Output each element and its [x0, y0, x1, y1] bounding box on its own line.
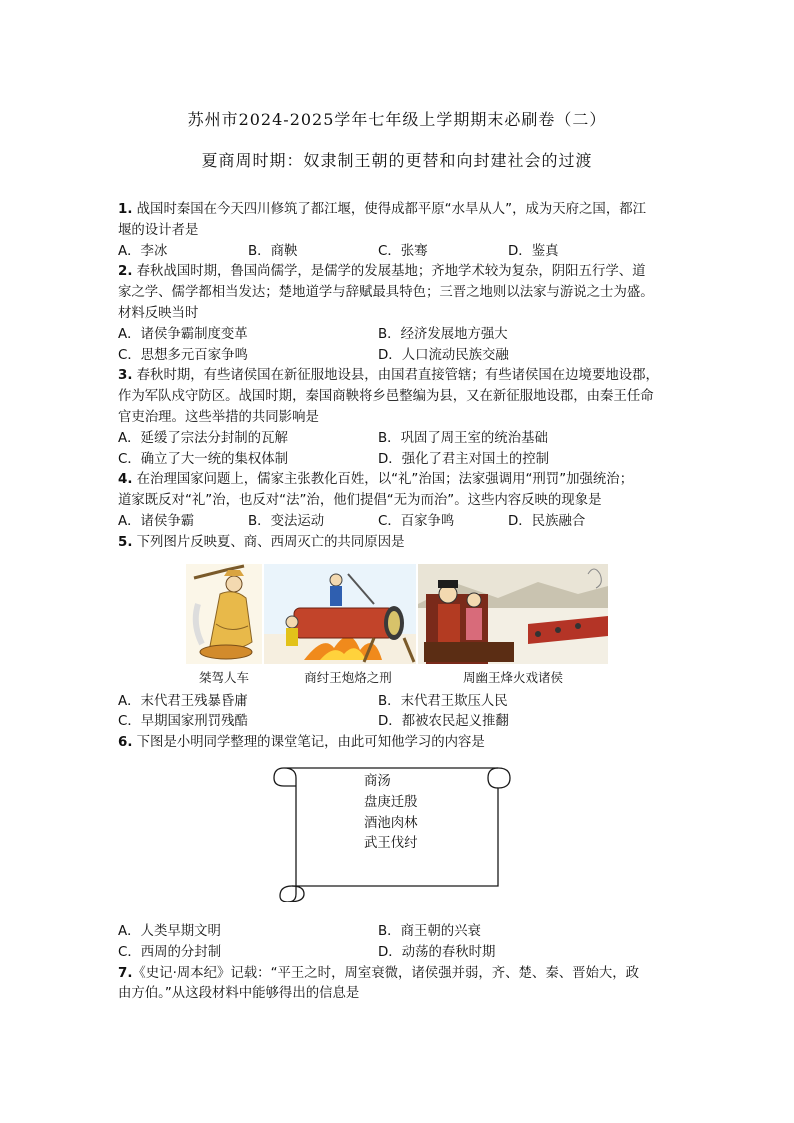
page-title: 苏州市2024-2025学年七年级上学期期末必刷卷（二）: [187, 110, 607, 129]
option-b[interactable]: B．末代君王欺压人民: [378, 693, 508, 709]
option-d[interactable]: D．人口流动民族交融: [378, 347, 509, 363]
page-subtitle: 夏商周时期：奴隶制王朝的更替和向封建社会的过渡: [201, 151, 593, 170]
option-d[interactable]: D．鉴真: [508, 243, 559, 259]
options: [118, 429, 678, 450]
option-a[interactable]: A．诸侯争霸: [118, 513, 195, 529]
history-illustrations: [118, 554, 678, 692]
question-2: [118, 262, 678, 366]
question-number: 6.: [118, 735, 133, 751]
scroll-item: 武王伐纣: [364, 836, 418, 852]
caption-zhou: 商纣王炮烙之刑: [304, 669, 392, 685]
notes-scroll: [118, 754, 678, 922]
option-a[interactable]: A．末代君王残暴昏庸: [118, 693, 248, 709]
question-number: 1.: [118, 202, 133, 217]
option-b[interactable]: B．经济发展地方强大: [378, 326, 508, 342]
question-number: 4.: [118, 472, 133, 488]
options: [118, 512, 678, 533]
option-c[interactable]: C．西周的分封制: [118, 944, 222, 960]
option-a[interactable]: A．人类早期文明: [118, 923, 221, 939]
options: [118, 943, 678, 964]
jie-cart-illustration: [186, 564, 262, 664]
question-text: 下图是小明同学整理的课堂笔记，由此可知他学习的内容是: [136, 735, 485, 751]
question-text: 战国时秦国在今天四川修筑了都江堰，使得成都平原“水旱从人”，成为天府之国，都江: [136, 202, 646, 217]
option-d[interactable]: D．都被农民起义推翻: [378, 714, 509, 730]
questions: [118, 200, 678, 1005]
scroll-item: 商汤: [364, 773, 391, 789]
options: [118, 346, 678, 367]
option-d[interactable]: D．动荡的春秋时期: [378, 944, 496, 960]
scroll-item: 盘庚迁殷: [364, 794, 418, 810]
option-b[interactable]: B．商王朝的兴衰: [378, 923, 481, 939]
option-a[interactable]: A．诸侯争霸制度变革: [118, 326, 248, 342]
option-d[interactable]: D．民族融合: [508, 513, 586, 529]
scroll-items: [364, 772, 418, 855]
question-4: [118, 470, 678, 532]
option-b[interactable]: B．商鞅: [248, 243, 298, 259]
question-text: 材料反映当时: [118, 305, 199, 321]
question-number: 7.: [118, 965, 133, 981]
question-text: 在治理国家问题上，儒家主张教化百姓，以“礼”治国；法家强调用“刑罚”加强统治；: [136, 472, 634, 488]
caption-jie: 桀驾人车: [198, 669, 249, 685]
options: [118, 325, 678, 346]
options: [118, 922, 678, 943]
options: [118, 450, 678, 471]
caption-you: 周幽王烽火戏诸侯: [462, 669, 563, 685]
question-number: 2.: [118, 264, 133, 280]
question-text: 家之学、儒学都相当发达；楚地道学与辞赋最具特色；三晋之地则以法家与游说之士为盛。: [118, 285, 654, 301]
scroll-item: 酒池肉林: [364, 815, 418, 831]
option-a[interactable]: A．延缓了宗法分封制的瓦解: [118, 430, 288, 446]
question-text: 官吏治理。这些举措的共同影响是: [118, 409, 319, 425]
question-number: 3.: [118, 368, 133, 384]
question-text: 作为军队戍守防区。战国时期，秦国商鞅将乡邑整编为县，又在新征服地设郡，由秦王任命: [118, 389, 654, 405]
option-b[interactable]: B．巩固了周王室的统治基础: [378, 430, 548, 446]
option-a[interactable]: A．李冰: [118, 243, 168, 259]
question-text: 《史记·周本纪》记载：“平王之时，周室衰微，诸侯强并弱，齐、楚、秦、晋始大，政: [132, 965, 640, 981]
option-c[interactable]: C．张骞: [378, 243, 428, 259]
question-7: [118, 964, 678, 1006]
paoluo-punishment-illustration: [264, 564, 416, 664]
option-c[interactable]: C．早期国家刑罚残酷: [118, 714, 248, 730]
beacon-fire-illustration: [418, 564, 608, 664]
question-text: 下列图片反映夏、商、西周灭亡的共同原因是: [136, 534, 405, 550]
question-3: [118, 366, 678, 470]
options: [118, 242, 678, 263]
option-d[interactable]: D．强化了君主对国土的控制: [378, 451, 549, 467]
option-b[interactable]: B．变法运动: [248, 513, 325, 529]
option-c[interactable]: C．思想多元百家争鸣: [118, 347, 248, 363]
question-text: 道家既反对“礼”治，也反对“法”治，他们提倡“无为而治”。这些内容反映的现象是: [118, 493, 602, 509]
question-text: 堰的设计者是: [118, 222, 199, 238]
question-5: [118, 533, 678, 733]
question-text: 春秋时期，有些诸侯国在新征服地设县，由国君直接管辖；有些诸侯国在边境要地设郡，: [136, 368, 659, 384]
option-c[interactable]: C．百家争鸣: [378, 513, 455, 529]
question-text: 春秋战国时期，鲁国尚儒学，是儒学的发展基地；齐地学术较为复杂，阴阳五行学、道: [136, 264, 646, 280]
question-number: 5.: [118, 534, 133, 550]
question-1: [118, 200, 678, 262]
question-6: [118, 733, 678, 963]
options: [118, 692, 678, 713]
option-c[interactable]: C．确立了大一统的集权体制: [118, 451, 289, 467]
question-text: 由方伯。”从这段材料中能够得出的信息是: [118, 986, 360, 1002]
options: [118, 712, 678, 733]
